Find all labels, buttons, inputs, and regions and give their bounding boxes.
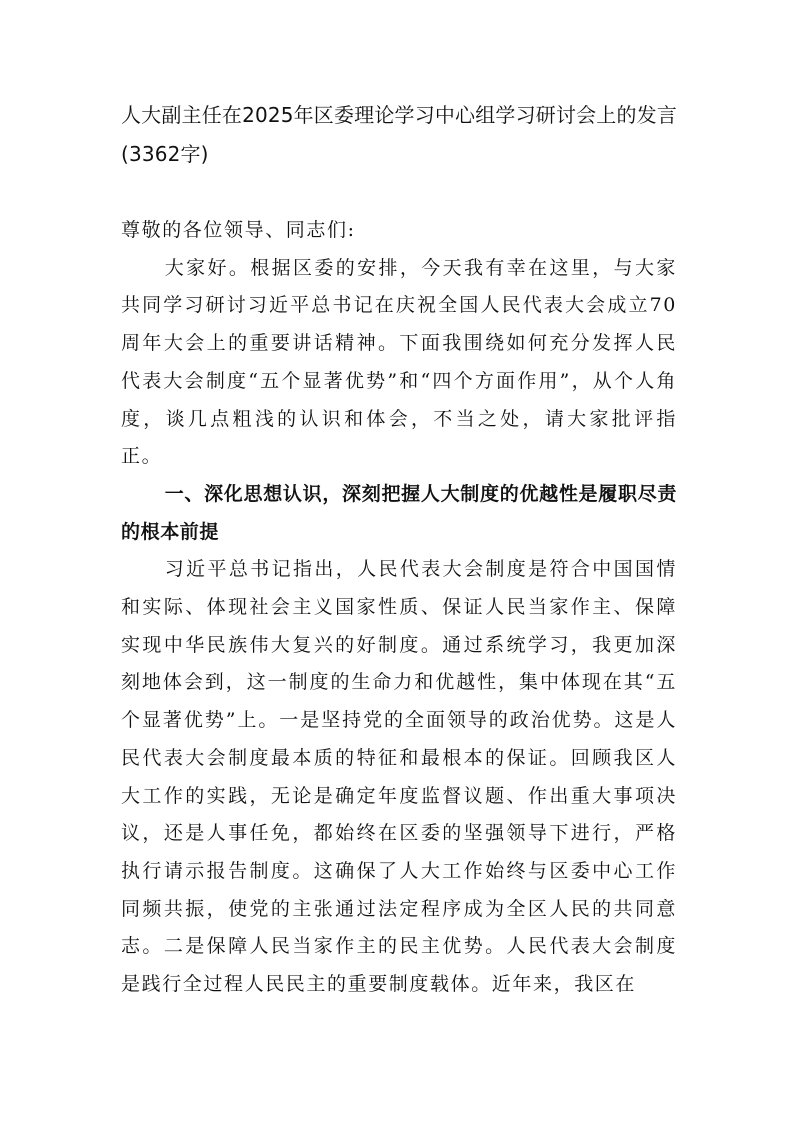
paragraph-section-1: 习近平总书记指出，人民代表大会制度是符合中国国情和实际、体现社会主义国家性质、保证人民当家作主、保障实现中华民族伟大复兴的好制度。通过系统学习，我更加深刻地体会到，这一制度的生命力和优越性，集中体现在其“五个显著优势”上。一是坚持党的全面领导的政治优势。这是人民代表大会制度最本质的特征和最根本的保证。回顾我区人大工作的实践，无论是确定年度监督议题、作出重大事项决议，还是人事任免，都始终在区委的坚强领导下进行，严格执行请示报告制度。这确保了人大工作始终与区委中心工作同频共振，使党的主张通过法定程序成为全区人民的共同意志。二是保障人民当家作主的民主优势。人民代表大会制度是践行全过程人民民主的重要制度载体。近年来，我区在: [121, 558, 677, 996]
document-body: [121, 96, 677, 1004]
section-heading-1: 一、深化思想认识，深刻把握人大制度的优越性是履职尽责的根本前提: [121, 482, 677, 543]
document-title: 人大副主任在2025年区委理论学习中心组学习研讨会上的发言(3362字): [121, 103, 677, 166]
salutation: 尊敬的各位领导、同志们:: [121, 219, 356, 241]
paragraph-opening: 大家好。根据区委的安排，今天我有幸在这里，与大家共同学习研讨习近平总书记在庆祝全国人民代表大会成立70周年大会上的重要讲话精神。下面我围绕如何充分发挥人民代表大会制度“五个显著优势”和“四个方面作用”，从个人角度，谈几点粗浅的认识和体会，不当之处，请大家批评指正。: [121, 256, 677, 468]
title-spacer: [121, 174, 677, 212]
